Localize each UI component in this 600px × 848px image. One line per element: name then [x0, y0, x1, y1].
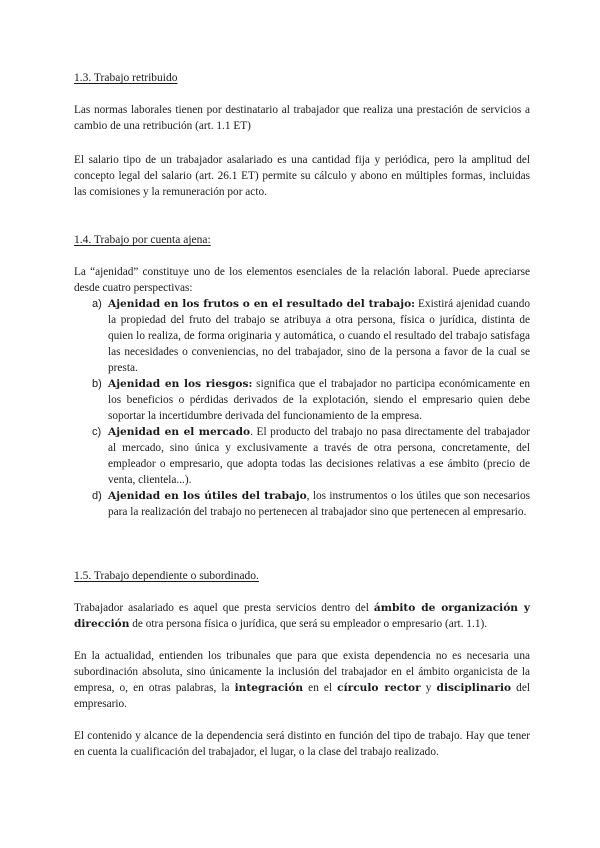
ajenidad-list [74, 296, 530, 520]
section-1-3-paragraph-2: El salario tipo de un trabajador asalariado es una cantidad fija y periódica, pero la amplitud del concepto legal del salario (art. 26.1 ET) permite su cálculo y abono en múltiples formas, incluidas las comisiones y la remuneración por acto. [74, 154, 530, 198]
text-run: de otra persona física o jurídica, que será su empleador o empresario (art. 1.1). [129, 618, 488, 630]
list-item-title: Ajenidad en los frutos o en el resultado del trabajo: [108, 298, 416, 310]
text-run: Trabajador asalariado es aquel que presta servicios dentro del [74, 602, 374, 614]
list-item [74, 424, 530, 488]
list-item-title: Ajenidad en los riesgos: [108, 378, 253, 390]
list-item-text: . El producto del trabajo no pasa directamente del trabajador al mercado, sino única y exclusivamente a través de otra persona, concretamente, del empleador o empresario, que adopta todas las decisiones relativas a ese ámbito (precio de venta, clientela...). [108, 426, 530, 486]
section-1-5-paragraph-1 [74, 600, 530, 632]
bold-run: ámbito de organización y dirección [74, 602, 530, 630]
list-item [74, 376, 530, 424]
list-item-title: Ajenidad en los útiles del trabajo [108, 490, 307, 502]
list-item-text: Existirá ajenidad cuando la propiedad del fruto del trabajo se atribuya a otra persona, física o jurídica, distinta de quien lo realiza, de forma originaria y automática, o cuando el resultado del trabajo satisfaga las necesidades o conveniencias, no del trabajador, sino de la persona a favor de la cual se presta. [108, 298, 530, 374]
text-run: en el [303, 682, 338, 694]
list-marker: d) [92, 490, 102, 502]
text-run: y [420, 682, 437, 694]
section-1-3-heading: 1.3. Trabajo retribuido [74, 72, 178, 84]
section-1-3-paragraph-1: Las normas laborales tienen por destinatario al trabajador que realiza una prestación de servicios a cambio de una retribución (art. 1.1 ET) [74, 104, 530, 132]
bold-run: círculo rector [337, 682, 421, 694]
text-run: En la actualidad, entienden los tribunales que para que exista dependencia no es necesaria una subordinación absoluta, sino únicamente la inclusión del trabajador en el ámbito organicista de la empresa, o, en otras palabras, la [74, 650, 530, 694]
list-item-title: Ajenidad en el mercado [108, 426, 251, 438]
section-1-4-heading: 1.4. Trabajo por cuenta ajena: [74, 234, 211, 246]
list-item [74, 296, 530, 376]
list-item [74, 488, 530, 520]
list-marker: b) [92, 378, 102, 390]
section-1-4-intro: La “ajenidad” constituye uno de los elementos esenciales de la relación laboral. Puede apreciarse desde cuatro perspectivas: [74, 266, 530, 294]
bold-run: disciplinario [436, 682, 512, 694]
bold-run: integración [234, 682, 304, 694]
list-marker: a) [92, 298, 102, 310]
section-1-5-paragraph-3: El contenido y alcance de la dependencia será distinto en función del tipo de trabajo. Hay que tener en cuenta la cualificación del trabajador, el lugar, o la clase del trabajo realizado. [74, 730, 530, 758]
list-item-text: , los instrumentos o los útiles que son necesarios para la realización del trabajo no pertenecen al trabajador sino que pertenecen al empresario. [108, 490, 530, 518]
list-marker: c) [92, 426, 102, 438]
list-item-text: significa que el trabajador no participa económicamente en los beneficios o pérdidas derivados de la explotación, siendo el empresario quien debe soportar la incertidumbre derivada del funcionamiento de la empresa. [108, 378, 530, 422]
section-1-5-heading: 1.5. Trabajo dependiente o subordinado. [74, 570, 259, 582]
section-1-5-paragraph-2 [74, 648, 530, 712]
text-run: del empresario. [74, 682, 530, 710]
